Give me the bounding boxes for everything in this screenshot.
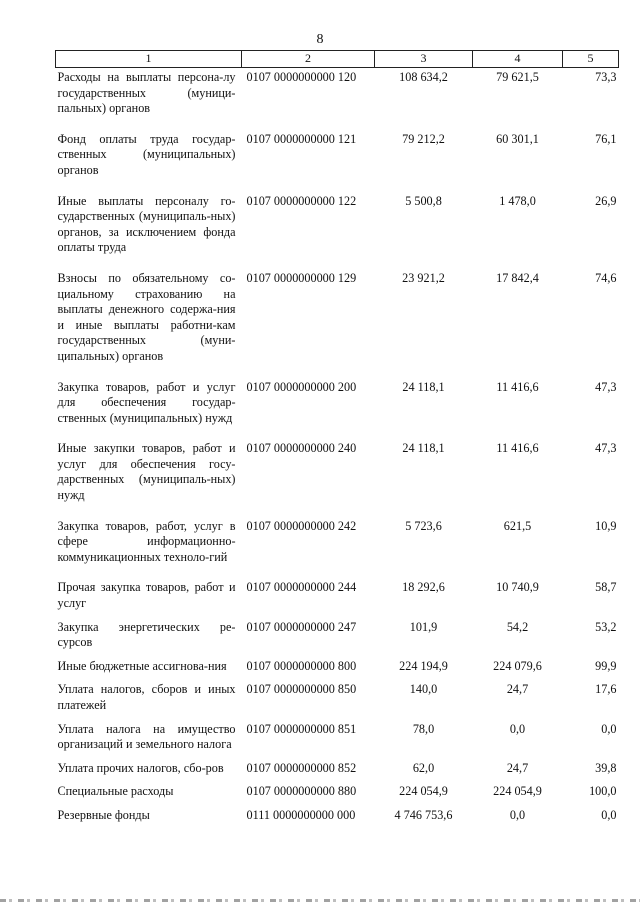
row-value-actual: 224 079,6 <box>493 658 542 673</box>
row-value-planned: 24 118,1 <box>402 441 445 456</box>
row-name: Прочая закупка товаров, работ и услуг <box>57 580 236 611</box>
row-value-actual: 0,0 <box>509 721 526 736</box>
table-row <box>56 192 619 269</box>
row-name: Уплата налога на имущество организаций и земельного налога <box>57 721 236 752</box>
row-value-percent: 47,3 <box>595 379 617 394</box>
column-header: 4 <box>473 51 563 68</box>
row-value-percent: 53,2 <box>595 619 617 634</box>
table-row <box>56 68 619 130</box>
table-row <box>56 269 619 378</box>
row-value-planned: 78,0 <box>412 721 435 736</box>
row-value-planned: 108 634,2 <box>399 70 448 84</box>
row-code: 0107 0000000000 247 <box>246 619 357 634</box>
row-code: 0107 0000000000 120 <box>246 70 357 84</box>
row-value-planned: 62,0 <box>412 760 435 775</box>
row-value-percent: 10,9 <box>595 518 617 533</box>
row-value-planned: 224 194,9 <box>399 658 448 673</box>
table-row <box>56 720 619 759</box>
page-number: 8 <box>316 32 324 47</box>
column-header: 2 <box>242 51 375 68</box>
row-value-planned: 79 212,2 <box>402 131 445 146</box>
table-row <box>56 439 619 516</box>
table-row <box>56 759 619 783</box>
row-value-percent: 47,3 <box>595 441 617 456</box>
row-value-percent: 0,0 <box>601 807 617 822</box>
row-value-actual: 10 740,9 <box>496 580 539 595</box>
row-value-planned: 140,0 <box>409 682 438 697</box>
row-value-percent: 99,9 <box>595 658 617 673</box>
table-row <box>56 578 619 617</box>
table-row <box>56 378 619 440</box>
row-value-percent: 76,1 <box>595 131 617 146</box>
row-code: 0107 0000000000 244 <box>246 580 357 595</box>
table-header-row <box>56 51 619 68</box>
column-header: 5 <box>563 51 619 68</box>
row-value-planned: 24 118,1 <box>402 379 445 394</box>
row-name: Специальные расходы <box>57 784 174 799</box>
row-value-planned: 4 746 753,6 <box>394 807 453 822</box>
row-value-percent: 100,0 <box>589 784 617 799</box>
row-value-actual: 1 478,0 <box>499 193 536 208</box>
table-row <box>56 618 619 657</box>
row-name: Расходы на выплаты персона-лу государственных (муници-пальных) органов <box>57 70 236 116</box>
row-value-actual: 24,7 <box>506 682 529 697</box>
table-row <box>56 806 619 830</box>
row-value-percent: 0,0 <box>601 721 617 736</box>
row-value-percent: 74,6 <box>595 270 617 285</box>
row-value-planned: 23 921,2 <box>402 270 445 285</box>
row-value-planned: 18 292,6 <box>402 580 445 595</box>
row-value-percent: 58,7 <box>595 580 617 595</box>
row-value-actual: 621,5 <box>503 518 532 533</box>
row-name: Взносы по обязательному со-циальному страхованию на выплаты денежного содержа-ния и иные выплаты работни-кам государственных (муни-ципальных) органов <box>57 270 236 363</box>
table-row <box>56 657 619 681</box>
row-name: Закупка товаров, работ и услуг для обеспечения государ-ственных (муниципальных) нужд <box>57 379 236 425</box>
row-code: 0107 0000000000 240 <box>246 441 357 456</box>
row-name: Уплата налогов, сборов и иных платежей <box>57 682 236 712</box>
row-code: 0107 0000000000 852 <box>246 760 357 775</box>
row-name: Закупка энергетических ре-сурсов <box>57 619 236 650</box>
row-value-planned: 5 723,6 <box>405 518 442 533</box>
row-value-actual: 11 416,6 <box>496 379 539 394</box>
row-value-actual: 224 054,9 <box>493 784 542 799</box>
row-name: Иные бюджетные ассигнова-ния <box>57 658 227 673</box>
row-code: 0107 0000000000 242 <box>246 518 357 533</box>
row-name: Закупка товаров, работ, услуг в сфере информационно-коммуникационных техноло-гий <box>57 518 236 564</box>
row-code: 0107 0000000000 129 <box>246 270 357 285</box>
row-value-actual: 24,7 <box>506 760 529 775</box>
row-name: Иные закупки товаров, работ и услуг для обеспечения госу-дарственных (муниципаль-ных) нужд <box>57 441 236 503</box>
row-value-percent: 17,6 <box>595 682 617 697</box>
table-row <box>56 680 619 719</box>
column-header: 1 <box>56 51 242 68</box>
row-code: 0107 0000000000 800 <box>246 658 357 673</box>
column-header: 3 <box>375 51 473 68</box>
row-value-actual: 0,0 <box>509 807 526 822</box>
row-value-actual: 79 621,5 <box>496 70 539 84</box>
row-value-actual: 60 301,1 <box>496 131 539 146</box>
row-value-planned: 224 054,9 <box>399 784 448 799</box>
table-row <box>56 130 619 192</box>
row-value-planned: 101,9 <box>409 619 438 634</box>
row-name: Фонд оплаты труда государ-ственных (муниципальных) органов <box>57 131 236 177</box>
row-code: 0107 0000000000 850 <box>246 682 357 697</box>
budget-table <box>55 50 619 830</box>
row-code: 0107 0000000000 200 <box>246 379 357 394</box>
table-row <box>56 517 619 579</box>
row-code: 0107 0000000000 121 <box>246 131 357 146</box>
row-code: 0107 0000000000 122 <box>246 193 357 208</box>
row-value-actual: 17 842,4 <box>496 270 539 285</box>
row-value-actual: 54,2 <box>506 619 529 634</box>
row-value-percent: 73,3 <box>595 70 617 84</box>
row-value-percent: 26,9 <box>595 193 617 208</box>
scan-artifact-line <box>0 899 640 902</box>
table-row <box>56 782 619 806</box>
row-code: 0107 0000000000 880 <box>246 784 357 799</box>
row-code: 0107 0000000000 851 <box>246 721 357 736</box>
row-value-planned: 5 500,8 <box>405 193 442 208</box>
row-value-actual: 11 416,6 <box>496 441 539 456</box>
row-code: 0111 0000000000 000 <box>246 807 356 822</box>
row-name: Иные выплаты персоналу го-сударственных (муниципаль-ных) органов, за исключением фонда оплаты труда <box>57 193 236 255</box>
row-name: Уплата прочих налогов, сбо-ров <box>57 760 224 775</box>
row-name: Резервные фонды <box>57 807 150 822</box>
row-value-percent: 39,8 <box>595 760 617 775</box>
